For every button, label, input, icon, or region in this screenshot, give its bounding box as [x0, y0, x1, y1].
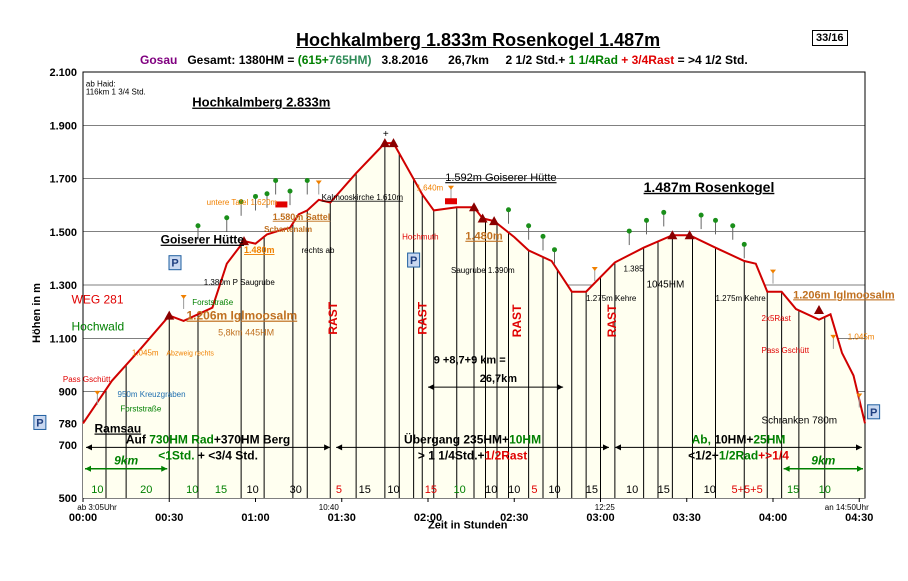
tree-icon: [305, 178, 310, 183]
annotation-label: Abzweig rechts: [166, 350, 214, 358]
page-number-badge: 33/16: [812, 30, 848, 46]
annotation-label: Schranken 780m: [761, 415, 838, 427]
interval-label: 30: [289, 484, 302, 496]
interval-label: 10: [703, 484, 716, 496]
interval-label: 5+5+5: [731, 484, 763, 496]
summary-part: 1 1/4Rad: [568, 53, 618, 67]
annotation-label: Ramsau: [94, 421, 142, 436]
interval-label: 15: [424, 484, 437, 496]
tree-icon: [541, 234, 546, 239]
interval-label: 15: [585, 484, 598, 496]
summary-part: + 3/4Rast: [617, 53, 675, 67]
annotation-label: Zeit in Stunden: [428, 519, 508, 532]
y-tick-label: 1.300: [49, 280, 77, 292]
interval-label: 15: [787, 484, 800, 496]
annotation-label: 9 +8,7+9 km =: [433, 354, 506, 367]
summary-part: +370HM: [213, 432, 263, 447]
title-part: Rosenkogel 1.487m: [487, 30, 661, 50]
distance-label: 9km: [811, 453, 836, 468]
annotation-label: Hochkalmberg 2.833m: [192, 94, 331, 110]
annotation-label: 1.045m: [847, 332, 875, 342]
y-tick-label: 1.500: [49, 226, 77, 239]
annotation-label: 1.487m Rosenkogel: [643, 178, 775, 195]
summary-part: 25HM: [753, 432, 786, 447]
duration-part: + <3/4 Std.: [194, 448, 258, 463]
x-tick-label: 04:00: [758, 512, 788, 524]
annotation-label: 1.580m Sattel: [272, 211, 331, 222]
y-tick-label: 900: [58, 386, 77, 399]
annotation-label: 10:40: [318, 502, 339, 512]
annotation-label: 1.275m Kehre: [715, 293, 766, 303]
annotation-label: 1.592m Goiserer Hütte: [445, 172, 557, 185]
summary-part: Auf: [125, 432, 150, 447]
annotation-label: 1.380m P Saugrube: [203, 278, 275, 287]
annotation-label: 1.206m Iglmoosalm: [793, 289, 895, 302]
y-tick-label: 1.900: [49, 120, 77, 133]
parking-icon-letter: P: [171, 257, 179, 270]
summary-part: 10HM: [509, 432, 542, 447]
y-tick-label: 780: [58, 418, 77, 431]
summary-part: (615+: [297, 53, 329, 67]
duration-part: 1/2Rast: [484, 448, 528, 463]
annotation-label: 12:25: [594, 502, 615, 512]
summary-part: Ab,: [691, 432, 715, 447]
interval-label: 10: [387, 484, 400, 496]
interval-label: 5: [335, 484, 342, 496]
tree-icon: [552, 247, 557, 252]
tree-icon: [526, 223, 531, 228]
duration-part: +>1/4: [758, 448, 789, 463]
summary-part: = >4 1/2 Std.: [674, 53, 748, 67]
duration-part: > 1 1/4Std.+: [417, 448, 485, 463]
x-tick-label: 00:00: [68, 512, 98, 524]
tree-icon: [627, 229, 632, 234]
tree-icon: [196, 223, 201, 228]
annotation-label: 1.275m Kehre: [586, 293, 637, 303]
interval-label: 10: [485, 484, 498, 496]
annotation-label: ab Haid:: [85, 79, 116, 89]
annotation-label: Schartenalm: [264, 224, 313, 234]
summary-part: Gosau: [140, 53, 178, 67]
duration-part: 1/2Rad: [718, 448, 759, 463]
tree-icon: [644, 218, 649, 223]
x-tick-label: 03:00: [586, 512, 615, 524]
interval-label: 15: [657, 484, 670, 496]
tree-icon: [742, 242, 747, 247]
summary-part: 10HM+: [714, 432, 754, 447]
interval-label: 10: [186, 484, 199, 496]
segment-duration: [418, 448, 527, 462]
tree-icon: [661, 210, 666, 215]
annotation-label: Hochmuth: [402, 232, 439, 242]
segment-summary: [126, 432, 290, 446]
tree-icon: [265, 191, 270, 196]
parking-icon-letter: P: [409, 255, 418, 268]
rast-label: RAST: [510, 304, 525, 338]
tree-icon: [288, 189, 293, 194]
parking-icon-letter: P: [869, 406, 878, 419]
duration-part: <1Std.: [158, 448, 195, 463]
annotation-label: 116km 1 3/4 Std.: [85, 87, 146, 97]
interval-label: 10: [626, 484, 639, 496]
annotation-label: 26,7km: [479, 373, 518, 386]
x-tick-label: 04:30: [845, 512, 874, 524]
rast-label: RAST: [326, 301, 341, 335]
annotation-label: 1.640m: [416, 183, 444, 193]
tree-icon: [713, 218, 718, 223]
annotation-label: 1.385: [623, 264, 644, 274]
hut-icon: [445, 198, 457, 204]
annotation-label: Forststraße: [192, 297, 234, 307]
tree-icon: [730, 223, 735, 228]
summary-part: Rad: [187, 432, 214, 447]
interval-label: 15: [358, 484, 371, 496]
summary-part: 3.8.2016 26,7km 2 1/2 Std.+: [371, 53, 569, 67]
distance-label: 9km: [114, 453, 139, 468]
tree-icon: [699, 213, 704, 218]
y-tick-label: 1.700: [49, 173, 77, 186]
title-part: Hochkalmberg 1.833m: [296, 30, 488, 50]
rast-label: RAST: [605, 304, 619, 338]
annotation-label: 1045HM: [646, 279, 685, 291]
parking-icon-letter: P: [36, 417, 44, 430]
interval-label: 10: [548, 484, 561, 496]
annotation-label: 5,8km 445HM: [218, 327, 275, 338]
annotation-label: Saugrube 1.390m: [451, 266, 515, 276]
segment-summary: [404, 431, 541, 446]
interval-label: 15: [214, 484, 228, 496]
annotation-label: WEG 281: [71, 292, 124, 307]
y-tick-label: 1.100: [49, 333, 77, 346]
annotation-label: 1.206m Iglmoosalm: [186, 308, 298, 323]
tree-icon: [224, 215, 229, 220]
x-tick-label: 01:00: [241, 512, 270, 524]
x-tick-label: 03:30: [672, 512, 701, 524]
annotation-label: Goiserer Hütte: [160, 232, 244, 247]
interval-label: 10: [453, 484, 466, 496]
y-tick-label: 2.100: [49, 67, 77, 79]
y-tick-label: 700: [58, 439, 77, 452]
interval-label: 20: [140, 484, 153, 496]
tree-icon: [506, 207, 511, 212]
annotation-label: Pass Gschütt: [62, 375, 111, 385]
summary-part: Übergang 235HM+: [404, 432, 510, 447]
tree-icon: [273, 178, 278, 183]
annotation-label: untere Tafel 1.620m: [206, 198, 278, 208]
annotation-label: rechts ab: [301, 246, 335, 256]
x-tick-label: 00:30: [155, 512, 184, 524]
y-tick-label: 500: [58, 493, 77, 505]
annotation-label: Kalmooskirche 1.610m: [321, 192, 403, 202]
annotation-label: 2x5Rast: [761, 313, 791, 323]
interval-label: 10: [246, 484, 259, 496]
interval-label: 10: [508, 484, 521, 496]
interval-label: 10: [818, 484, 831, 496]
segment-duration: [158, 448, 258, 462]
annotation-label: 950m Kreuzgraben: [117, 389, 186, 399]
annotation-label: an 14:50Uhr: [824, 502, 869, 512]
x-tick-label: 02:00: [413, 512, 443, 524]
segment-duration: [688, 448, 789, 462]
annotation-label: 1.045m: [131, 348, 159, 358]
annotation-label: 1.480m: [465, 230, 503, 243]
summary-part: Gesamt: 1380HM =: [177, 53, 298, 67]
interval-label: 5: [531, 484, 538, 496]
annotation-label: ab 3:05Uhr: [77, 502, 117, 512]
duration-part: <1/2+: [688, 448, 719, 463]
summary-part: Berg: [262, 432, 291, 447]
interval-label: 10: [91, 484, 104, 496]
summary-part: 730HM: [149, 432, 188, 447]
annotation-label: Hochwald: [71, 319, 125, 334]
summary-part: 765HM): [328, 53, 372, 67]
x-tick-label: 02:30: [500, 512, 529, 524]
annotation-label: Forststraße: [120, 404, 162, 414]
annotation-label: 1.480m: [244, 245, 275, 256]
annotation-label: Pass Gschütt: [761, 345, 810, 355]
y-axis-label: Höhen in m: [31, 283, 43, 343]
rast-label: RAST: [415, 301, 430, 335]
segment-summary: [692, 432, 786, 446]
x-tick-label: 01:30: [327, 512, 356, 524]
summit-cross-icon: +: [382, 129, 389, 141]
